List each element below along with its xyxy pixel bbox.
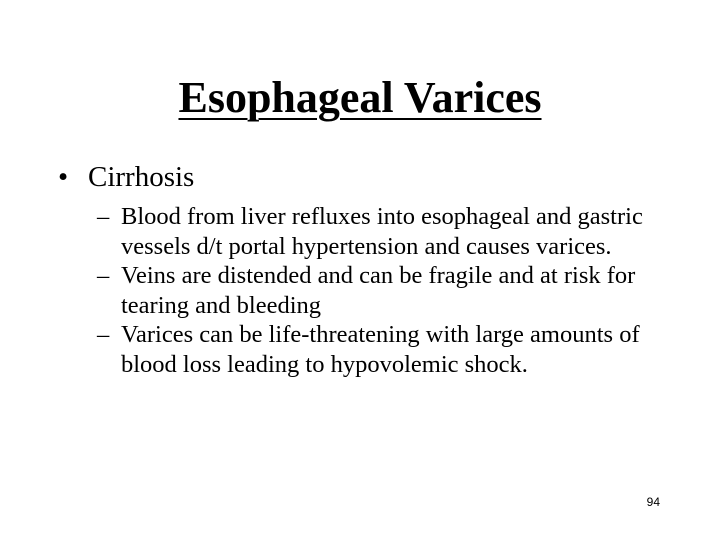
page-number: 94	[646, 495, 660, 509]
bullet-item-cirrhosis	[58, 159, 194, 195]
sub-bullet-list	[97, 202, 657, 379]
sub-bullet-text: Varices can be life-threatening with large amounts of blood loss leading to hypovolemic shock.	[121, 321, 640, 378]
sub-bullet-item	[97, 320, 657, 379]
slide-title: Esophageal Varices	[178, 73, 542, 122]
sub-bullet-marker: –	[97, 203, 110, 230]
sub-bullet-item	[97, 202, 657, 261]
sub-bullet-text: Veins are distended and can be fragile and at risk for tearing and bleeding	[121, 262, 636, 319]
sub-bullet-text: Blood from liver refluxes into esophageal and gastric vessels d/t portal hypertension and causes varices.	[121, 203, 643, 260]
sub-bullet-item	[97, 261, 657, 320]
sub-bullet-marker: –	[97, 321, 110, 348]
bullet-marker: •	[58, 161, 69, 193]
bullet-text: Cirrhosis	[88, 161, 195, 193]
sub-bullet-marker: –	[97, 262, 110, 289]
